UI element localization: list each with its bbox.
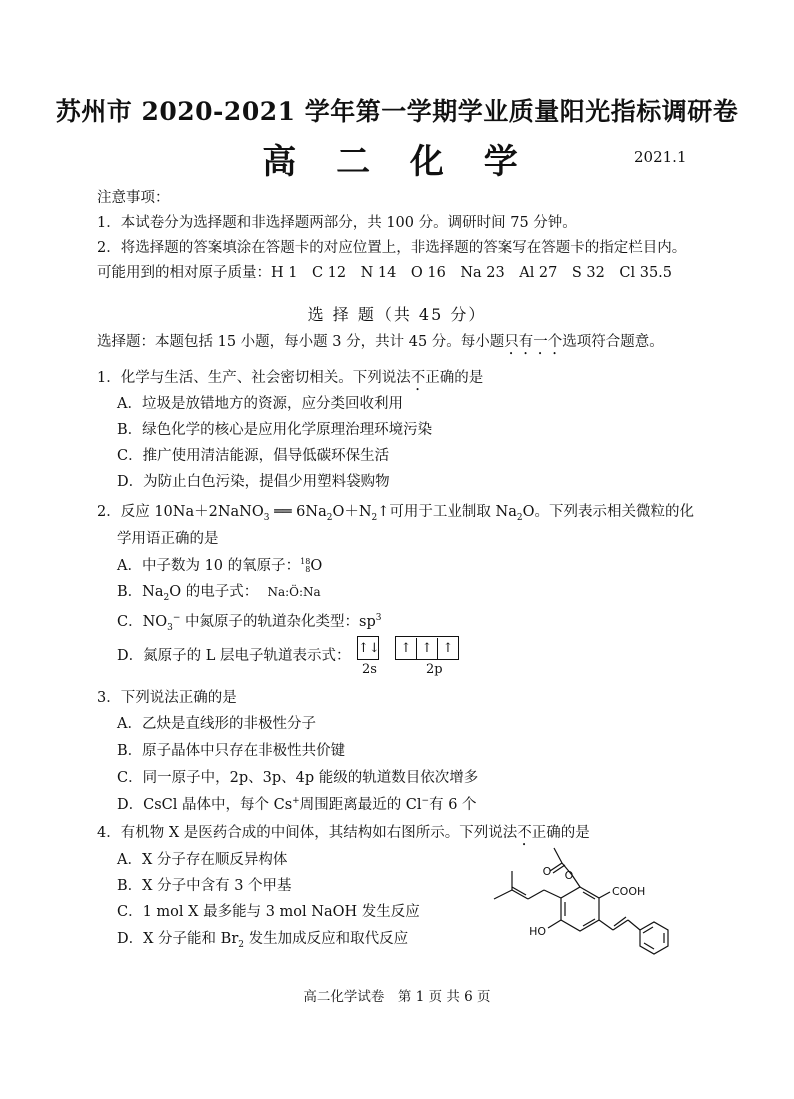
q3-option-c: C．同一原子中，2p、3p、4p 能级的轨道数目依次增多 bbox=[117, 770, 479, 786]
q3-option-d: D．CsCl 晶体中，每个 Cs+周围距离最近的 Cl−有 6 个 bbox=[117, 796, 477, 813]
q2-option-c: C．$NO_3^-$ 中氮原子的轨道杂化类型：$sp^3$ bbox=[117, 613, 382, 633]
section-title: 选 择 题（共 45 分） bbox=[307, 305, 487, 324]
svg-text:O: O bbox=[564, 869, 574, 882]
q2-stem-continued: 学用语正确的是 bbox=[117, 531, 219, 547]
notes-item-2: 2．将选择题的答案填涂在答题卡的对应位置上，非选择题的答案写在答题卡的指定栏目内。 bbox=[97, 240, 687, 256]
section-instructions: 选择题：本题包括 15 小题，每小题 3 分，共计 45 分。每小题只有一个选项符合题意。 bbox=[97, 334, 664, 350]
orbital-label-2p: 2p bbox=[426, 662, 443, 677]
orbital-label-2s: 2s bbox=[362, 662, 377, 677]
svg-text:O: O bbox=[542, 865, 552, 878]
q4-option-d: D．X 分子能和 $Br_2$ 发生加成反应和取代反应 bbox=[117, 931, 409, 950]
document-title: 苏州市 2020-2021 学年第一学期学业质量阳光指标调研卷 bbox=[55, 97, 739, 126]
orbital-2s-box bbox=[357, 636, 379, 660]
q1-option-b: B．绿色化学的核心是应用化学原理治理环境污染 bbox=[117, 422, 433, 438]
q2-option-a: A．中子数为 10 的氧原子： 18 8 O bbox=[117, 557, 323, 574]
q3-option-b: B．原子晶体中只存在非极性共价键 bbox=[117, 743, 346, 759]
atomic-masses: 可能用到的相对原子质量：H 1 C 12 N 14 O 16 Na 23 Al 27 S 32 Cl 35.5 bbox=[97, 265, 673, 281]
orbital-2p-3: ↑ bbox=[437, 638, 458, 660]
q2-stem: 2．反应 10Na＋2NaNO$_3$ ══ $6Na_2O+N_2↑$可用于工业制取 $Na_2O$。下列表示相关微粒的化 bbox=[97, 504, 694, 523]
orbital-2p-2: ↑ bbox=[416, 638, 437, 660]
q4-option-a: A．X 分子存在顺反异构体 bbox=[117, 852, 288, 868]
q4-stem: 4．有机物 X 是医药合成的中间体，其结构如右图所示。下列说法不正确的是 bbox=[97, 825, 590, 841]
q2-option-d: D．氮原子的 L 层电子轨道表示式： bbox=[117, 648, 351, 664]
q2-option-b: B．$Na_2O$ 的电子式： Na:Ö:Na bbox=[117, 584, 321, 603]
notes-item-1: 1．本试卷分为选择题和非选择题两部分，共 100 分。调研时间 75 分钟。 bbox=[97, 215, 577, 231]
q4-option-b: B．X 分子中含有 3 个甲基 bbox=[117, 878, 292, 894]
compound-x-structure bbox=[480, 835, 680, 970]
benzene-ring-central bbox=[561, 887, 599, 931]
q1-option-a: A．垃圾是放错地方的资源，应分类回收利用 bbox=[117, 396, 403, 412]
cooh-label: COOH bbox=[612, 885, 646, 898]
q3-stem: 3．下列说法正确的是 bbox=[97, 690, 237, 706]
exam-date: 2021.1 bbox=[634, 148, 687, 166]
orbital-2p-1: ↑ bbox=[400, 641, 412, 656]
q4-option-c: C．1 mol X 最多能与 3 mol NaOH 发生反应 bbox=[117, 904, 420, 920]
subject-title: 高 二 化 学 bbox=[262, 142, 532, 182]
page-footer: 高二化学试卷 第 1 页 共 6 页 bbox=[303, 989, 491, 1005]
notes-heading: 注意事项： bbox=[97, 190, 170, 206]
ho-label: HO bbox=[529, 925, 546, 938]
q1-stem: 1．化学与生活、生产、社会密切相关。下列说法不正确的是 bbox=[97, 370, 484, 386]
q1-option-d: D．为防止白色污染，提倡少用塑料袋购物 bbox=[117, 474, 390, 490]
orbital-2p-box bbox=[395, 636, 459, 660]
q3-option-a: A．乙炔是直线形的非极性分子 bbox=[117, 716, 316, 732]
q1-option-c: C．推广使用清洁能源，倡导低碳环保生活 bbox=[117, 448, 390, 464]
orbital-2s-electrons: ↑↓ bbox=[358, 641, 380, 656]
